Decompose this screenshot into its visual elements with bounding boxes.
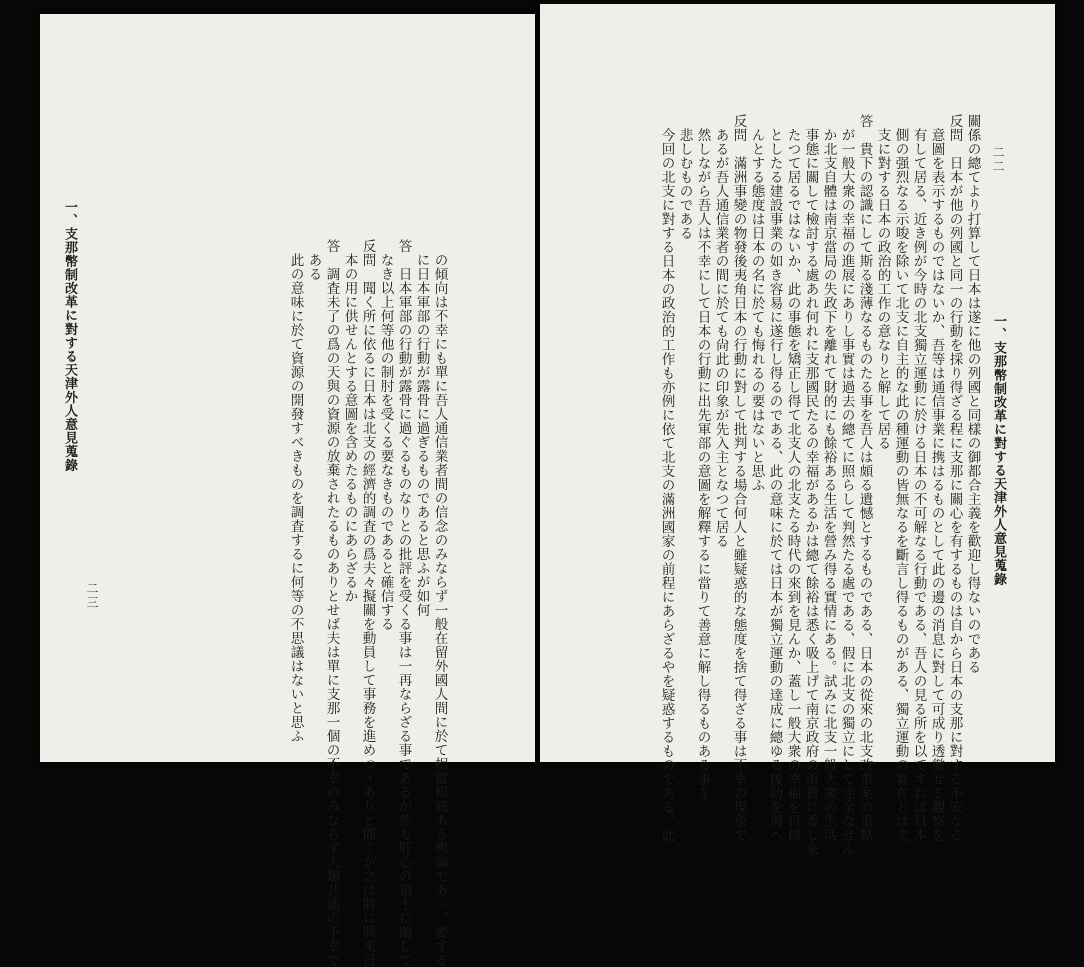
text-column-5: 側の强烈なる示唆を除いて北支に自主的な此の種運動の皆無なるを斷言し得るものがある、獨立運動の實在とは北 bbox=[892, 128, 909, 842]
text-column-12: としたる建設事業の如き容易に遂行し得るのである、此の意味に於ては日本が獨立運動の達成に總ゆる援助を與へ bbox=[766, 128, 783, 842]
text-column-6: 支に對する日本の政治的工作の意なりと解して居る bbox=[874, 128, 891, 450]
text-column-4: 有して居る、近き例が今時の北支獨立運動に於ける日本の不可解なる行動である、吾人の見る所を以てすれば日本 bbox=[910, 128, 927, 842]
text-column-2: 反問 日本が他の列國と同一の行動を採り得ざる程に支那に關心を有するものは自から日本の支那に對する不安なる bbox=[946, 114, 963, 842]
text-column-11: たつて居るではないか、此の事態を矯正し得て北支人の北支たる時代の來到を見んか、蓋し一般大衆の幸福を目標 bbox=[784, 128, 801, 842]
text-column-1: 關係の總てより打算して日本は遂に他の列國と同樣の御都合主義を歡迎し得ないのである bbox=[964, 114, 981, 674]
text-column-9: 此の意味に於て資源の開發すべきものを調査するに何等の不思議はないと思ふ bbox=[287, 253, 304, 743]
text-column-9: か北支自體は南京當局の失政下を離れて財的にも餘裕ある生活を營み得る實情にある。試みに北支一般大衆の生活 bbox=[820, 128, 837, 842]
text-column-7: 答 調査未了の爲の天與の資源の放棄されたるものありとせば夫は單に支那一個の不幸のみならず人類共通の不幸で bbox=[323, 239, 340, 967]
text-column-14: 反問 滿洲事變の物發後夷角日本の行動に對して批判する場合何人と雖疑惑的な態度を捨て得ざる事は不幸の現象で bbox=[730, 114, 747, 842]
text-column-13: んとする態度は日本の名に於ても悔れるの要はないと思ふ bbox=[748, 128, 765, 492]
running-header-left: 一、支那幣制改革に對する天津外人意見蒐錄 bbox=[62, 200, 77, 472]
text-column-8: ある bbox=[305, 253, 322, 281]
text-column-3: 意圖を表示するものではないか、吾等は通信事業に携はるものとして此の邊の消息に對して可成り透徹せる觀察を bbox=[928, 128, 945, 842]
text-column-17: 悲しむものである bbox=[676, 128, 693, 240]
text-column-10: 事態に關して檢討する處あれ何れに支那國民たるの幸福があるかは總て餘裕は悉く吸上げて南京政府の浪費に委し來 bbox=[802, 128, 819, 856]
text-column-16: 然しながら吾人は不幸にして日本の行動に出先軍部の意圖を解釋するに當りて善意に解し得るものある事を bbox=[694, 128, 711, 800]
text-column-5: 反問 聞く所に依るに日本は北支の經濟的調査の爲夫々擬關を動員して事務を進めつゝありと聞くが之は將に將來日 bbox=[359, 239, 376, 967]
text-column-1: の傾向は不幸にも單に吾人通信業者間の信念のみならず一般在留外國人間に於て相當根底ある輿論であゝ、要する bbox=[431, 253, 448, 967]
page-number-right: 二二 bbox=[991, 146, 1005, 174]
text-column-4: なき以上何等他の制肘を受くる要なきものであると確信する bbox=[377, 253, 394, 631]
text-column-8: が一般大衆の幸福の進展にありし事實は過去の總てに照らして判然たる處である、假に北支の獨立にして完全なせん bbox=[838, 128, 855, 856]
text-column-6: 本の用に供せんとする意圖を含めたるものにあらざるか bbox=[341, 253, 358, 603]
right-page bbox=[540, 4, 1055, 856]
text-column-2: に日本軍部の行動が露骨に過ぎるものであると思ふが如何 bbox=[413, 253, 430, 617]
text-column-7: 答 貴下の認識にして斯る淺薄なるものたる事を吾人は頗る遺憾とするものである、日本の從來の北支改革案の重點 bbox=[856, 114, 873, 842]
page-number-left: 二三 bbox=[85, 582, 99, 610]
text-column-3: 答 日本軍部の行動が露骨に過ぐるものなりとの批評を受くる事は一再ならざる事であるが然も肝心の領土に關して bbox=[395, 239, 412, 967]
text-column-15: あるが吾人通信業者の間に於ても尙此の印象が先入主となつて居る bbox=[712, 128, 729, 548]
running-header-right: 一、支那幣制改革に對する天津外人意見蒐錄 bbox=[991, 314, 1006, 586]
text-column-18: 今回の北支に對する日本の政治的工作も亦例に依て北支の滿洲國家の前程にあらざるやを疑惑するものである、此 bbox=[658, 128, 675, 842]
left-page bbox=[40, 14, 535, 967]
